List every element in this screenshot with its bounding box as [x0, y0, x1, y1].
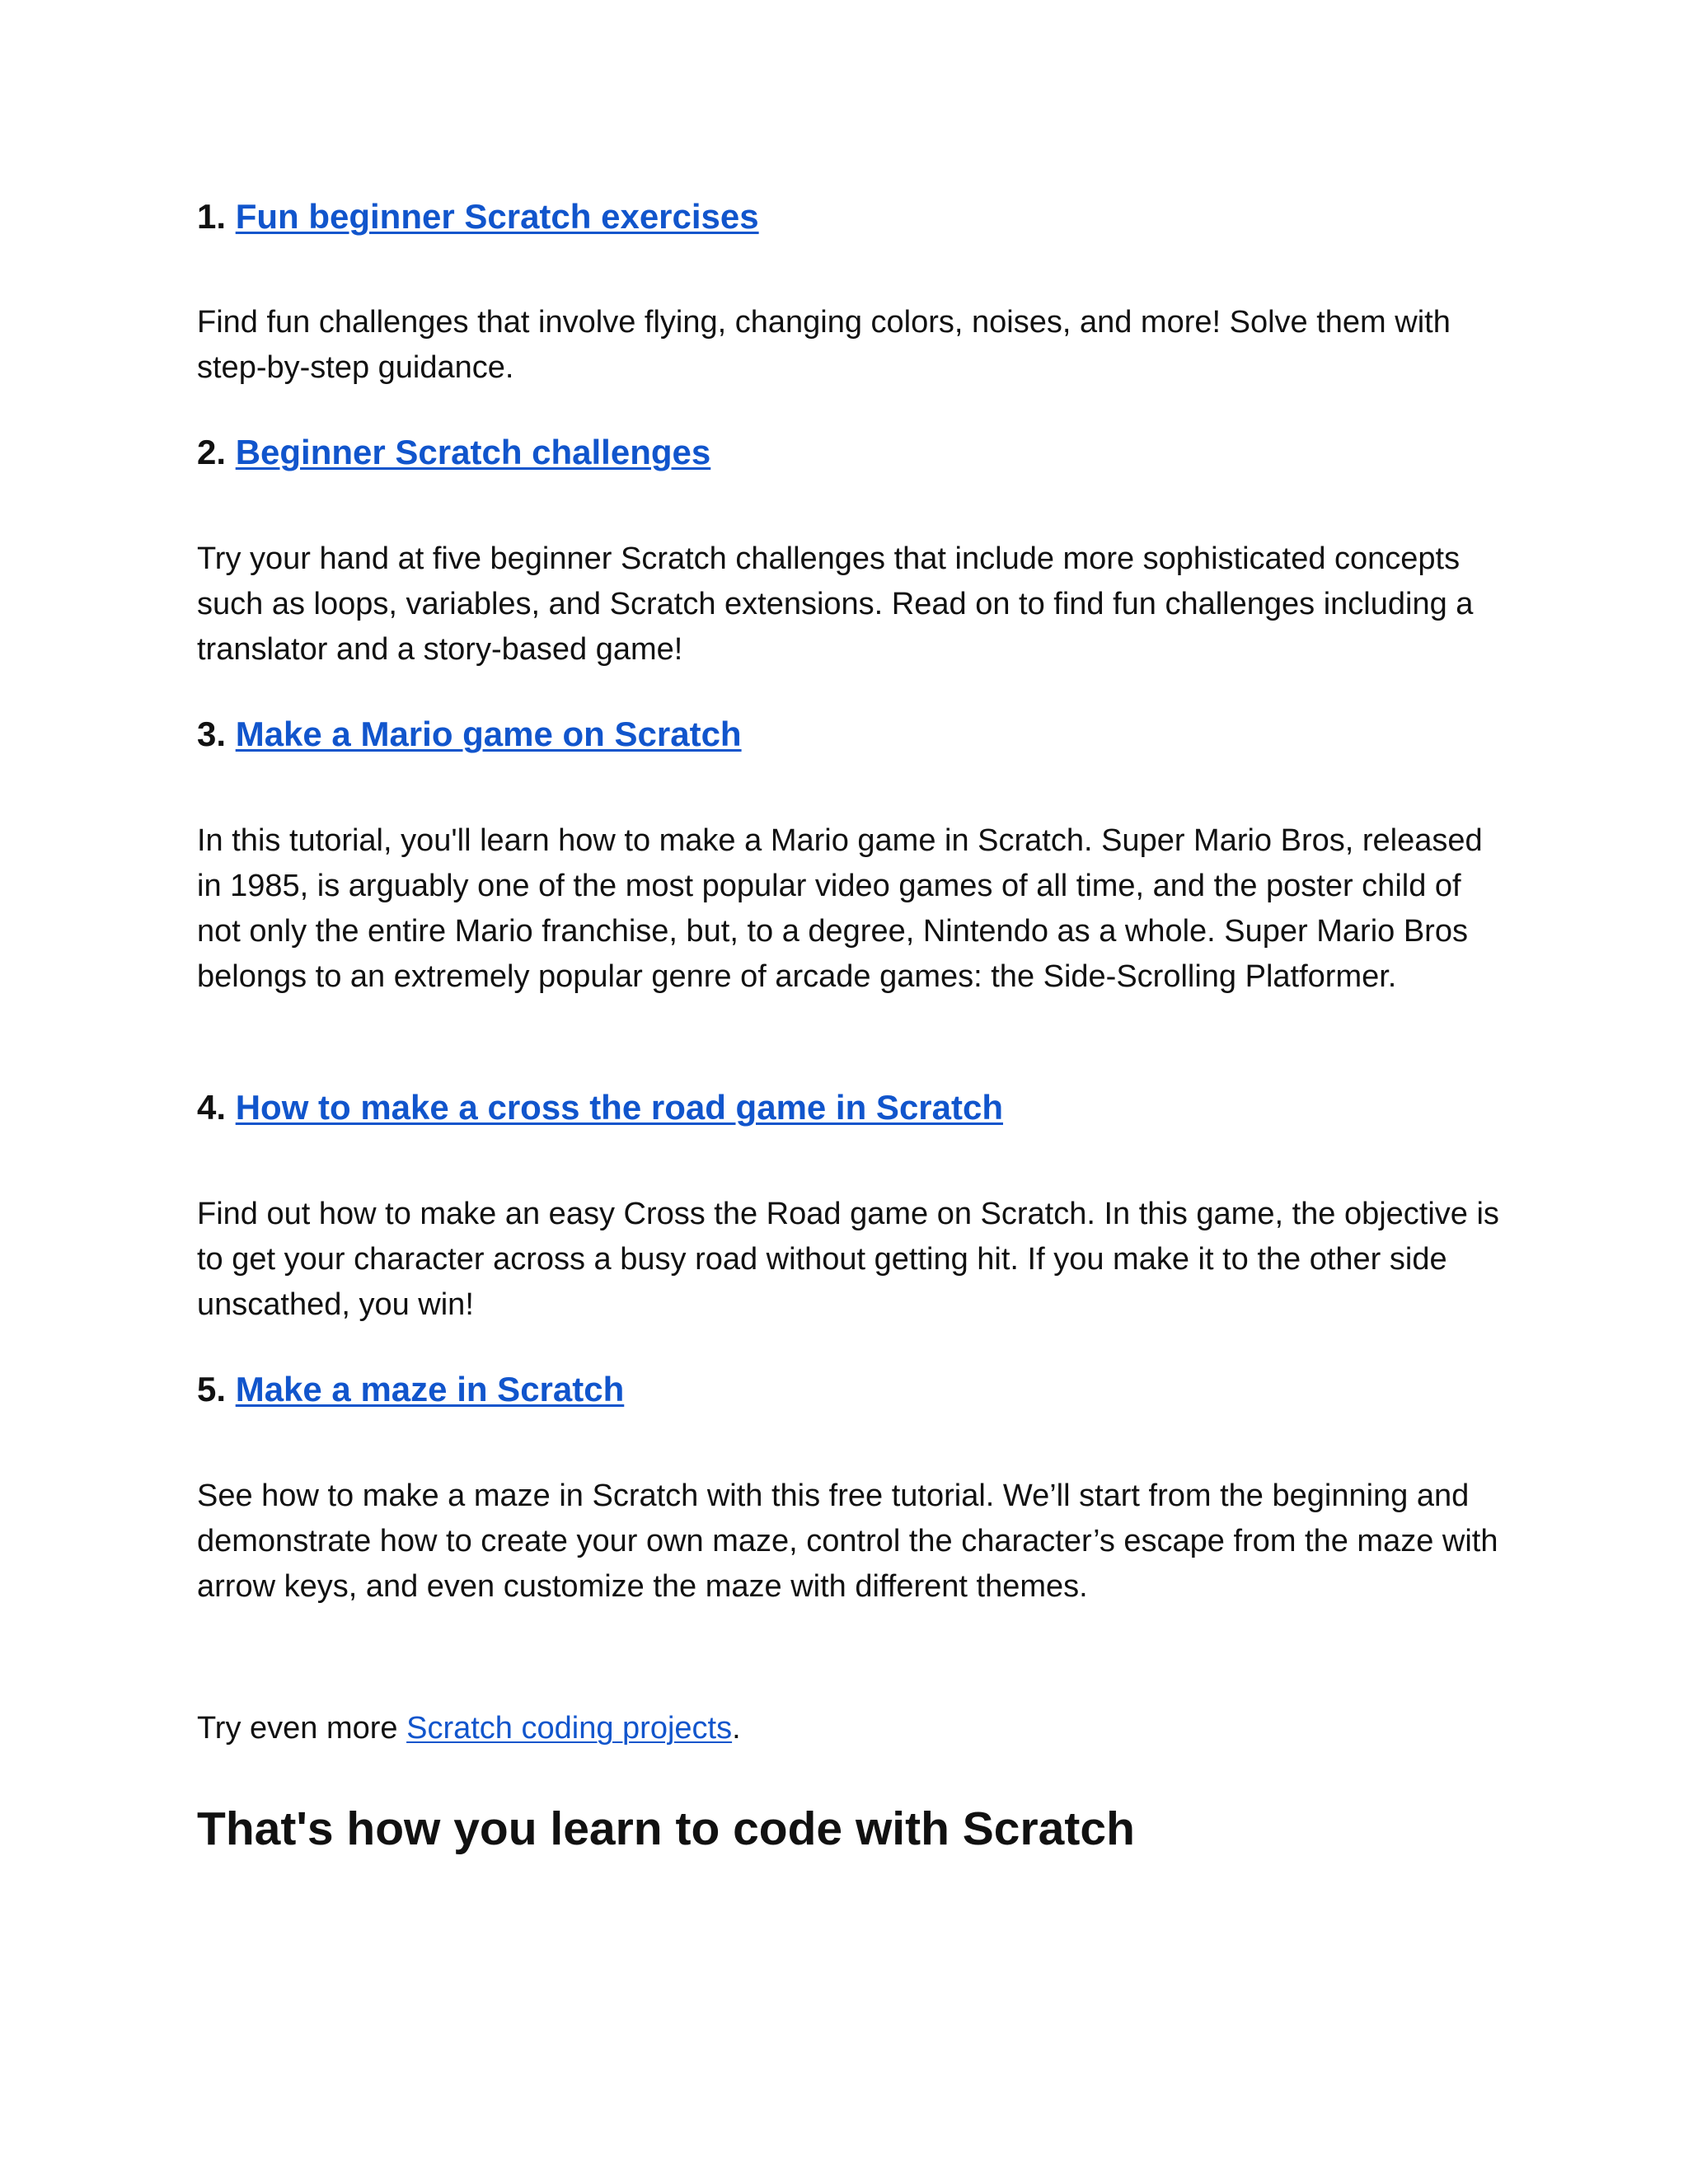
item-number: 4.	[197, 1088, 227, 1127]
more-projects-suffix: .	[732, 1711, 741, 1746]
item-link-make-a-mario-game[interactable]: Make a Mario game on Scratch	[235, 715, 742, 753]
item-description-2: Try your hand at five beginner Scratch challenges that include more sophisticated concepts such as loops, variables, and Scratch extensions. Read on to find fun challenges including a translator and a story-based game!	[197, 541, 1474, 667]
item-link-cross-the-road-game[interactable]: How to make a cross the road game in Scratch	[235, 1088, 1004, 1127]
item-heading-4	[197, 1087, 1003, 1128]
section-title: That's how you learn to code with Scratch	[197, 1802, 1135, 1855]
item-number: 5.	[197, 1370, 227, 1408]
scratch-coding-projects-link[interactable]: Scratch coding projects	[406, 1711, 733, 1746]
item-description-4: Find out how to make an easy Cross the Road game on Scratch. In this game, the objective is to get your character across a busy road without getting hit. If you make it to the other side unscathed, you win!	[197, 1197, 1499, 1322]
more-projects-line	[197, 1706, 1499, 1751]
item-heading-2	[197, 432, 710, 473]
item-description-5: See how to make a maze in Scratch with this free tutorial. We’ll start from the beginning and demonstrate how to create your own maze, control the character’s escape from the maze with arrow keys, and even customize the maze with different themes.	[197, 1479, 1498, 1604]
item-link-fun-beginner-scratch-exercises[interactable]: Fun beginner Scratch exercises	[235, 197, 759, 236]
item-description-3: In this tutorial, you'll learn how to make a Mario game in Scratch. Super Mario Bros, released in 1985, is arguably one of the most popular video games of all time, and the poster child of not only the entire Mario franchise, but, to a degree, Nintendo as a whole. Super Mario Bros belongs to an extremely popular genre of arcade games: the Side-Scrolling Platformer.	[197, 823, 1483, 994]
item-link-beginner-scratch-challenges[interactable]: Beginner Scratch challenges	[235, 433, 711, 471]
item-heading-1	[197, 196, 759, 237]
more-projects-prefix: Try even more	[197, 1711, 407, 1746]
item-link-make-a-maze[interactable]: Make a maze in Scratch	[235, 1370, 625, 1408]
item-heading-5	[197, 1369, 624, 1410]
item-description-1: Find fun challenges that involve flying, changing colors, noises, and more! Solve them with step-by-step guidance.	[197, 305, 1451, 385]
item-number: 1.	[197, 197, 227, 236]
item-heading-3	[197, 714, 742, 755]
item-number: 2.	[197, 433, 227, 471]
item-number: 3.	[197, 715, 227, 753]
